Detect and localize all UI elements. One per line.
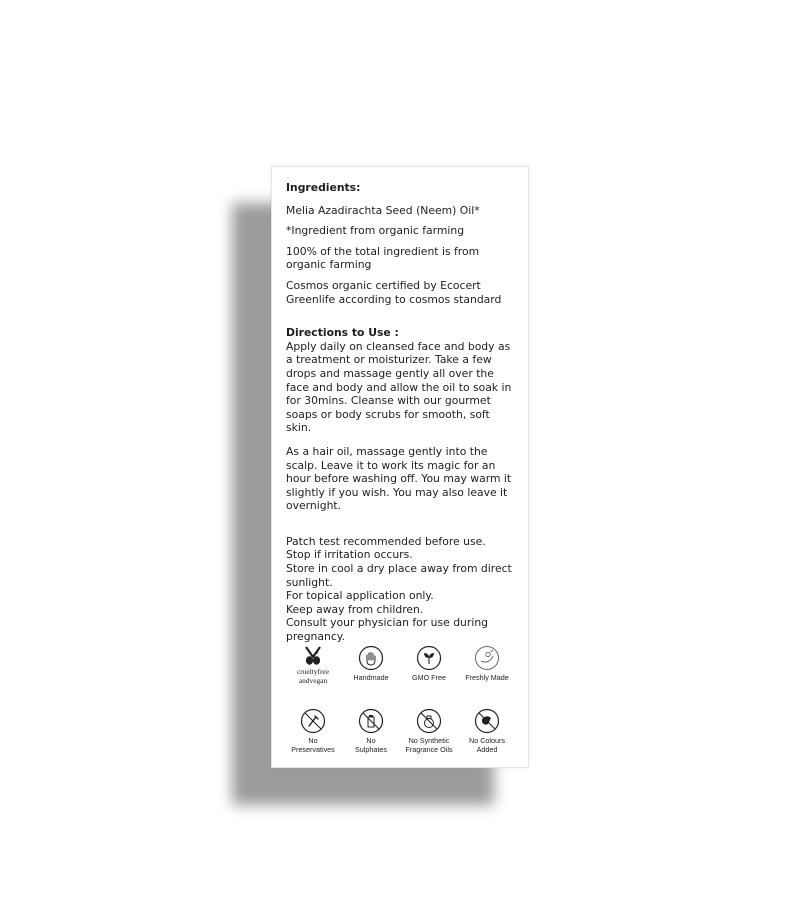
badge-label: GMO Free [412,673,446,682]
badge-label-line: Sulphates [355,744,387,754]
badge-label [291,737,335,754]
badge-label-line: No [308,736,318,745]
directions-paragraph: Apply daily on cleansed face and body as a treatment or moisturizer. Take a few drops and massage gently all over the face and body and allow the oil to soak in for 30mins. Cleanse with our gourmet soaps or body scrubs for smooth, soft skin. [286,339,512,435]
caution-item: For topical application only. [286,589,434,603]
badge-no-synthetic-fragrance [402,708,456,754]
badge-label [405,737,452,754]
badge-row [286,708,514,754]
badge-label-line: No [366,736,376,745]
ingredient-line: Melia Azadirachta Seed (Neem) Oil* [286,203,480,217]
badge-label: Freshly Made [465,673,509,682]
badge-row [286,645,514,685]
caution-item: Keep away from children. [286,602,424,616]
badge-label [469,737,505,754]
caution-list [286,535,514,644]
badge-no-colours [460,708,514,754]
no-sulphates-icon [358,708,384,734]
badge-label: andvegan [298,675,328,685]
caution-item: Store in cool a dry place away from direct sunlight. [286,562,512,589]
badge-no-sulphates [344,708,398,754]
badge-label-line: Added [476,744,498,754]
directions-paragraph: As a hair oil, massage gently into the scalp. Leave it to work its magic for an hour before washing off. You may warm it slightly if you wish. You may also leave it overnight. [286,444,512,513]
no-preservatives-icon [300,708,326,734]
badge-no-preservatives [286,708,340,754]
caution-item: Patch test recommended before use. [286,534,486,548]
ingredient-line: *Ingredient from organic farming [286,224,465,238]
badge-freshly-made [460,645,514,685]
leaf-icon [416,645,442,671]
directions-heading: Directions to Use : [286,326,399,340]
ingredient-line: Cosmos organic certified by Ecocert Greenlife according to cosmos standard [286,278,502,306]
caution-item: Consult your physician for use during pregnancy. [286,616,489,644]
badge-cruelty-free [286,645,340,685]
badge-label: crueltyfree [296,667,329,676]
caution-item: Stop if irritation occurs. [286,548,413,562]
cruelty-free-vegan-icon [302,645,324,667]
badge-label-line: Fragrance Oils [405,744,453,754]
ingredient-line: 100% of the total ingredient is from organic farming [286,244,480,272]
fresh-hand-icon [474,645,500,671]
ingredients-heading: Ingredients: [286,181,361,194]
badge-label-line: No Synthetic [408,736,450,745]
product-box-back [271,166,529,768]
badge-handmade [344,645,398,685]
no-fragrance-icon [416,708,442,734]
badge-label: Handmade [353,673,389,682]
badge-label [355,737,387,754]
hand-icon [358,645,384,671]
badge-gmo-free [402,645,456,685]
no-colours-icon [474,708,500,734]
badge-label-line: No Colours [469,736,505,745]
badge-label-line: Preservatives [291,744,335,754]
